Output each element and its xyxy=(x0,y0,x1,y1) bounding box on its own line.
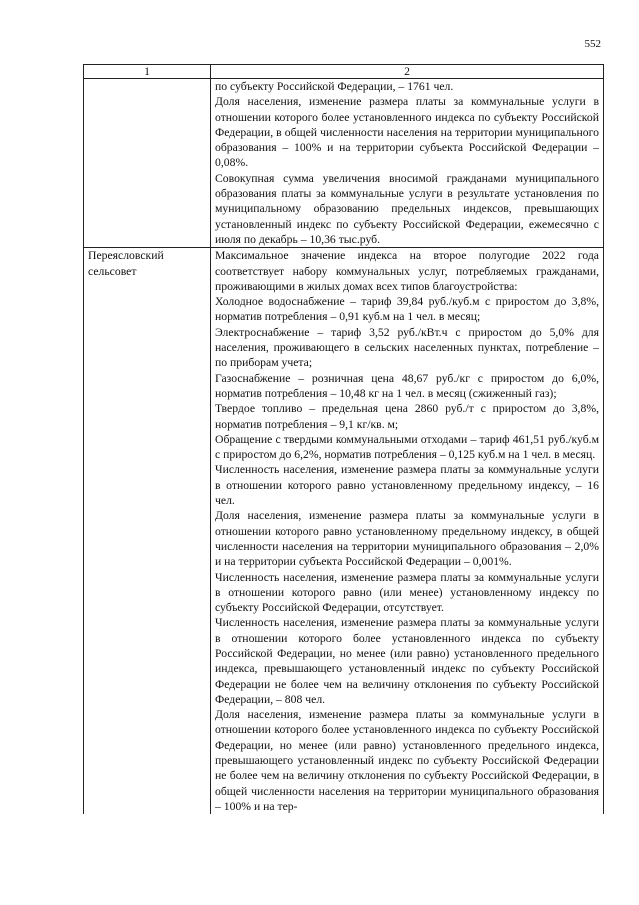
municipality-cell xyxy=(84,79,211,248)
column-header-2: 2 xyxy=(211,65,604,79)
paragraph: Газоснабжение – розничная цена 48,67 руб./кг с приростом до 6,0%, норматив потребления – 10,48 кг на 1 чел. в месяц (сжиженный газ); xyxy=(215,371,599,400)
paragraph: Электроснабжение – тариф 3,52 руб./кВт.ч с приростом до 5,0% для населения, проживающего в сельских населенных пунктах, потребление – по приборам учета; xyxy=(215,325,599,370)
description-cell xyxy=(211,79,604,248)
description-cell xyxy=(211,248,604,814)
table-row xyxy=(84,248,604,814)
municipality-cell: Переясловский сельсовет xyxy=(84,248,211,814)
paragraph: Численность населения, изменение размера платы за коммунальные услуги в отношении которого равно установленному предельному индексу, – 16 чел. xyxy=(215,463,599,508)
paragraph: Численность населения, изменение размера платы за коммунальные услуги в отношении которого более установленного индекса по субъекту Российской Федерации, но менее (или равно) установленного предельного индекса, превышающего установленный индекс по субъекту Российской Федерации не более чем на величину отклонения по субъекту Российской Федерации, – 808 чел. xyxy=(215,616,599,706)
paragraph: Доля населения, изменение размера платы за коммунальные услуги в отношении которого равно установленному предельному индексу, в общей численности населения на территории муниципального образования – 2,0% и на территории субъекта Российской Федерации – 0,001%. xyxy=(215,509,599,569)
paragraph: Численность населения, изменение размера платы за коммунальные услуги в отношении которого равно (или менее) установленному индексу по субъекту Российской Федерации, отсутствует. xyxy=(215,570,599,615)
page-number: 552 xyxy=(584,38,601,50)
table-header-row xyxy=(84,65,604,79)
paragraph: Твердое топливо – предельная цена 2860 руб./т с приростом до 3,8%, норматив потребления – 9,1 кг/кв. м; xyxy=(215,402,599,431)
paragraph: Максимальное значение индекса на второе полугодие 2022 года соответствует набору коммунальных услуг, потребляемых гражданами, проживающими в жилых домах всех типов благоустройства: xyxy=(215,249,599,293)
column-header-1: 1 xyxy=(84,65,211,79)
paragraph: Обращение с твердыми коммунальными отходами – тариф 461,51 руб./куб.м с приростом до 6,2%, норматив потребления – 0,125 куб.м на 1 чел. в месяц. xyxy=(215,432,599,462)
paragraph: Совокупная сумма увеличения вносимой гражданами муниципального образования платы за коммунальные услуги в результате установления по муниципальному образованию предельных индексов, превышающих установленный индекс по субъекту Российской Федерации, ежемесячно с июля по декабрь – 10,36 тыс.руб. xyxy=(215,171,599,246)
paragraph: Доля населения, изменение размера платы за коммунальные услуги в отношении которого более установленного индекса по субъекту Российской Федерации, в общей численности населения на территории муниципального образования – 100% и на территории субъекта Российской Федерации – 0,08%. xyxy=(215,95,599,170)
table-row xyxy=(84,79,604,248)
paragraph: Доля населения, изменение размера платы за коммунальные услуги в отношении которого более установленного индекса по субъекту Российской Федерации, но менее (или равно) установленного предельного индекса, превышающего установленный индекс по субъекту Российской Федерации не более чем на величину отклонения по субъекту Российской Федерации, в общей численности населения на территории муниципального образования – 100% и на тер- xyxy=(215,708,599,813)
paragraph: по субъекту Российской Федерации, – 1761 чел. xyxy=(215,80,454,93)
document-table xyxy=(83,64,604,814)
paragraph: Холодное водоснабжение – тариф 39,84 руб./куб.м с приростом до 3,8%, норматив потребления – 0,91 куб.м на 1 чел. в месяц; xyxy=(215,295,599,324)
